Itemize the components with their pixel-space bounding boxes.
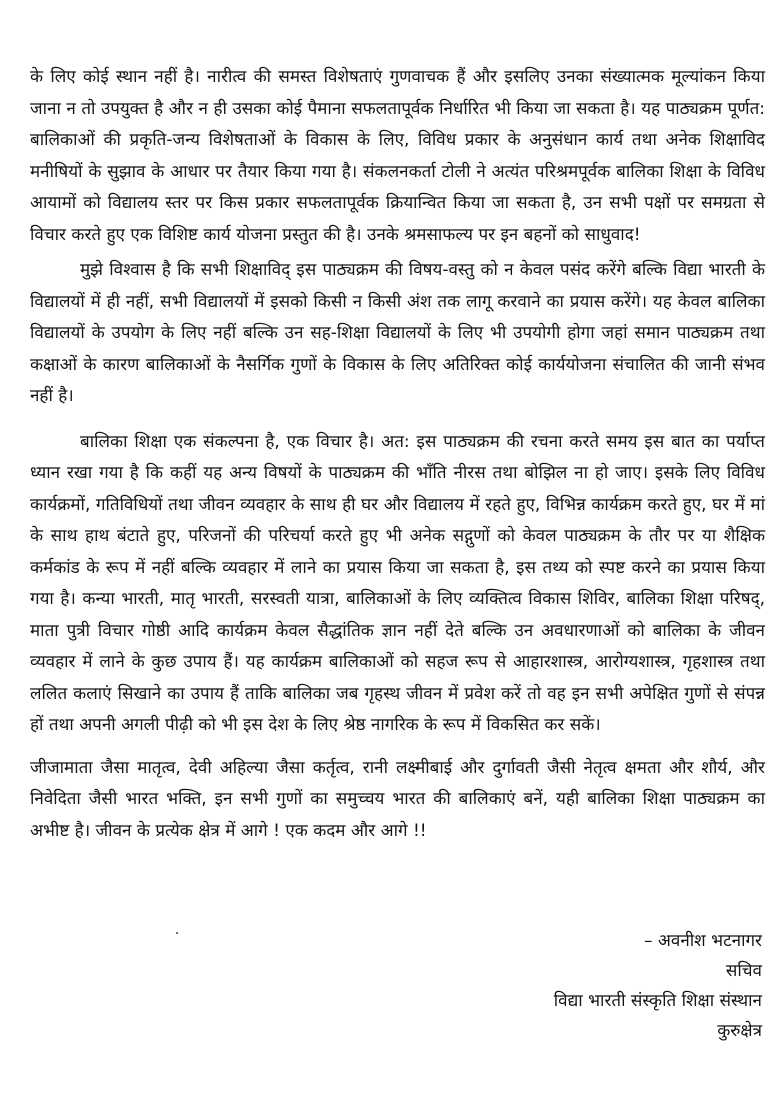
signatory-organization: विद्या भारती संस्कृति शिक्षा संस्थान (553, 991, 762, 1011)
signatory-designation: सचिव (725, 961, 762, 981)
paragraph-concept: बालिका शिक्षा एक संकल्पना है, एक विचार है। अत: इस पाठ्यक्रम की रचना करते समय इस बात का पर्याप्त ध्यान रखा गया है कि कहीं यह अन्य विषयों के पाठ्यक्रम की भाँति नीरस तथा बोझिल ना हो जाए। इसके लिए विविध कार्यक्रमों, गतिविधियों तथा जीवन व्यवहार के साथ ही घर और विद्यालय में रहते हुए, विभिन्न कार्यक्रम करते हुए, घर में मां के साथ हाथ बंटाते हुए, परिजनों की परिचर्या करते हुए भी अनेक सद्गुणों को केवल पाठ्यक्रम के तौर पर या शैक्षिक कर्मकांड के रूप में नहीं बल्कि व्यवहार में लाने का प्रयास किया जा सकता है, इस तथ्य को स्पष्ट करने का प्रयास किया गया है। कन्या भारती, मातृ भारती, सरस्वती यात्रा, बालिकाओं के लिए व्यक्तित्व विकास शिविर, बालिका शिक्षा परिषद्, माता पुत्री विचार गोष्ठी आदि कार्यक्रम केवल सैद्धांतिक ज्ञान नहीं देते बल्कि उन अवधारणाओं को बालिका के जीवन व्यवहार में लाने के कुछ उपाय हैं। यह कार्यक्रम बालिकाओं को सहज रूप से आहारशास्त्र, आरोग्यशास्त्र, गृहशास्त्र तथा ललित कलाएं सिखाने का उपाय हैं ताकि बालिका जब गृहस्थ जीवन में प्रवेश करें तो वह इन सभी अपेक्षित गुणों से संपन्न हों तथा अपनी अगली पीढ़ी को भी इस देश के लिए श्रेष्ठ नागरिक के रूप में विकसित कर सकें। (30, 431, 765, 735)
scan-speck (176, 932, 178, 934)
signatory-name: – अवनीश भटनागर (643, 931, 762, 951)
signatory-place: कुरुक्षेत्र (717, 1021, 762, 1041)
paragraph-belief: मुझे विश्वास है कि सभी शिक्षाविद् इस पाठ्यक्रम की विषय-वस्तु को न केवल पसंद करेंगे बल्कि विद्या भारती के विद्यालयों में ही नहीं, सभी विद्यालयों में इसको किसी न किसी अंश तक लागू करवाने का प्रयास करेंगे। यह केवल बालिका विद्यालयों के उपयोग के लिए नहीं बल्कि उन सह-शिक्षा विद्यालयों के लिए भी उपयोगी होगा जहां समान पाठ्यक्रम तथा कक्षाओं के कारण बालिकाओं के नैसर्गिक गुणों के विकास के लिए अतिरिक्त कोई कार्ययोजना संचालित की जानी संभव नहीं है। (30, 260, 765, 406)
paragraph-continuation: के लिए कोई स्थान नहीं है। नारीत्व की समस्त विशेषताएं गुणवाचक हैं और इसलिए उनका संख्यात्मक मूल्यांकन किया जाना न तो उपयुक्त है और न ही उसका कोई पैमाना सफलतापूर्वक निर्धारित भी किया जा सकता है। यह पाठ्यक्रम पूर्णत: बालिकाओं की प्रकृति-जन्य विशेषताओं के विकास के लिए, विविध प्रकार के अनुसंधान कार्य तथा अनेक शिक्षाविद मनीषियों के सुझाव के आधार पर तैयार किया गया है। संकलनकर्ता टोली ने अत्यंत परिश्रमपूर्वक बालिका शिक्षा के विविध आयामों को विद्यालय स्तर पर किस प्रकार सफलतापूर्वक क्रियान्वित किया जा सकता है, उन सभी पक्षों पर समग्रता से विचार करते हुए एक विशिष्ट कार्य योजना प्रस्तुत की है। उनके श्रमसाफल्य पर इन बहनों को साधुवाद! (30, 67, 765, 245)
paragraph-conclusion: जीजामाता जैसा मातृत्व, देवी अहिल्या जैसा कर्तृत्व, रानी लक्ष्मीबाई और दुर्गावती जैसी नेतृत्व क्षमता और शौर्य, और निवेदिता जैसी भारत भक्ति, इन सभी गुणों का समुच्चय भारत की बालिकाएं बनें, यही बालिका शिक्षा पाठ्यक्रम का अभीष्ट है। जीवन के प्रत्येक क्षेत्र में आगे ! एक कदम और आगे !! (30, 757, 765, 841)
letter-body (30, 62, 765, 847)
signature-block (554, 926, 762, 1046)
